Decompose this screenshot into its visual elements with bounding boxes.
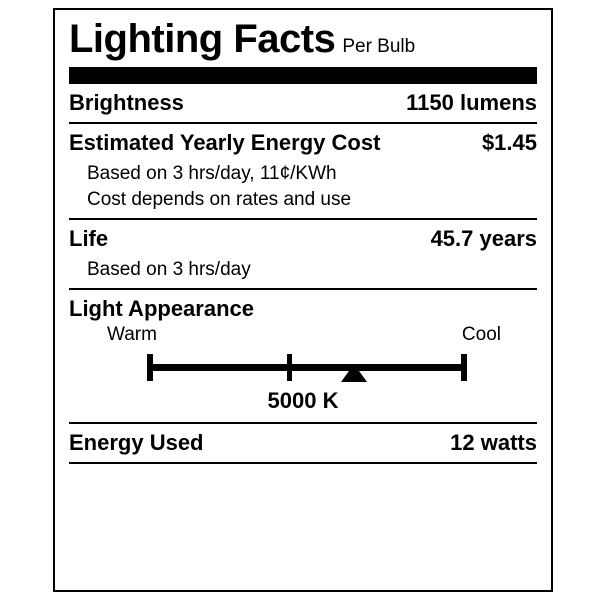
brightness-value: 1150 lumens — [406, 90, 537, 115]
color-temperature-value: 5000 K — [267, 388, 339, 413]
brightness-label: Brightness — [69, 90, 184, 115]
scale-label-warm: Warm — [107, 324, 157, 345]
scale-label-cool: Cool — [461, 324, 501, 345]
label-bottom-space — [69, 464, 537, 504]
energy-used-label: Energy Used — [69, 430, 204, 455]
light-appearance-scale — [69, 352, 537, 386]
page-subtitle: Per Bulb — [342, 36, 416, 57]
title-divider-bar — [69, 67, 537, 84]
life-note-basis: Based on 3 hrs/day — [87, 259, 251, 280]
scale-bar — [147, 364, 467, 371]
energy-used-value: 12 watts — [450, 430, 537, 455]
light-appearance-scale-labels — [69, 324, 537, 346]
energy-cost-note-rates: Cost depends on rates and use — [87, 189, 352, 210]
energy-cost-note-basis: Based on 3 hrs/day, 11¢/KWh — [87, 163, 337, 184]
label-title-row — [69, 10, 537, 60]
scale-pointer-icon — [341, 364, 367, 382]
life-value: 45.7 years — [430, 226, 537, 251]
lighting-facts-label — [53, 8, 553, 592]
life-label: Life — [69, 226, 109, 251]
life-row — [69, 220, 537, 258]
scale-end-cap-left — [147, 354, 153, 381]
brightness-row — [69, 84, 537, 122]
energy-used-row — [69, 424, 537, 462]
energy-cost-row — [69, 124, 537, 162]
light-appearance-label: Light Appearance — [69, 296, 254, 321]
scale-midpoint-tick — [287, 354, 292, 381]
energy-cost-label: Estimated Yearly Energy Cost — [69, 130, 381, 155]
energy-cost-value: $1.45 — [481, 130, 537, 155]
page-title: Lighting Facts — [69, 17, 336, 61]
scale-end-cap-right — [461, 354, 467, 381]
